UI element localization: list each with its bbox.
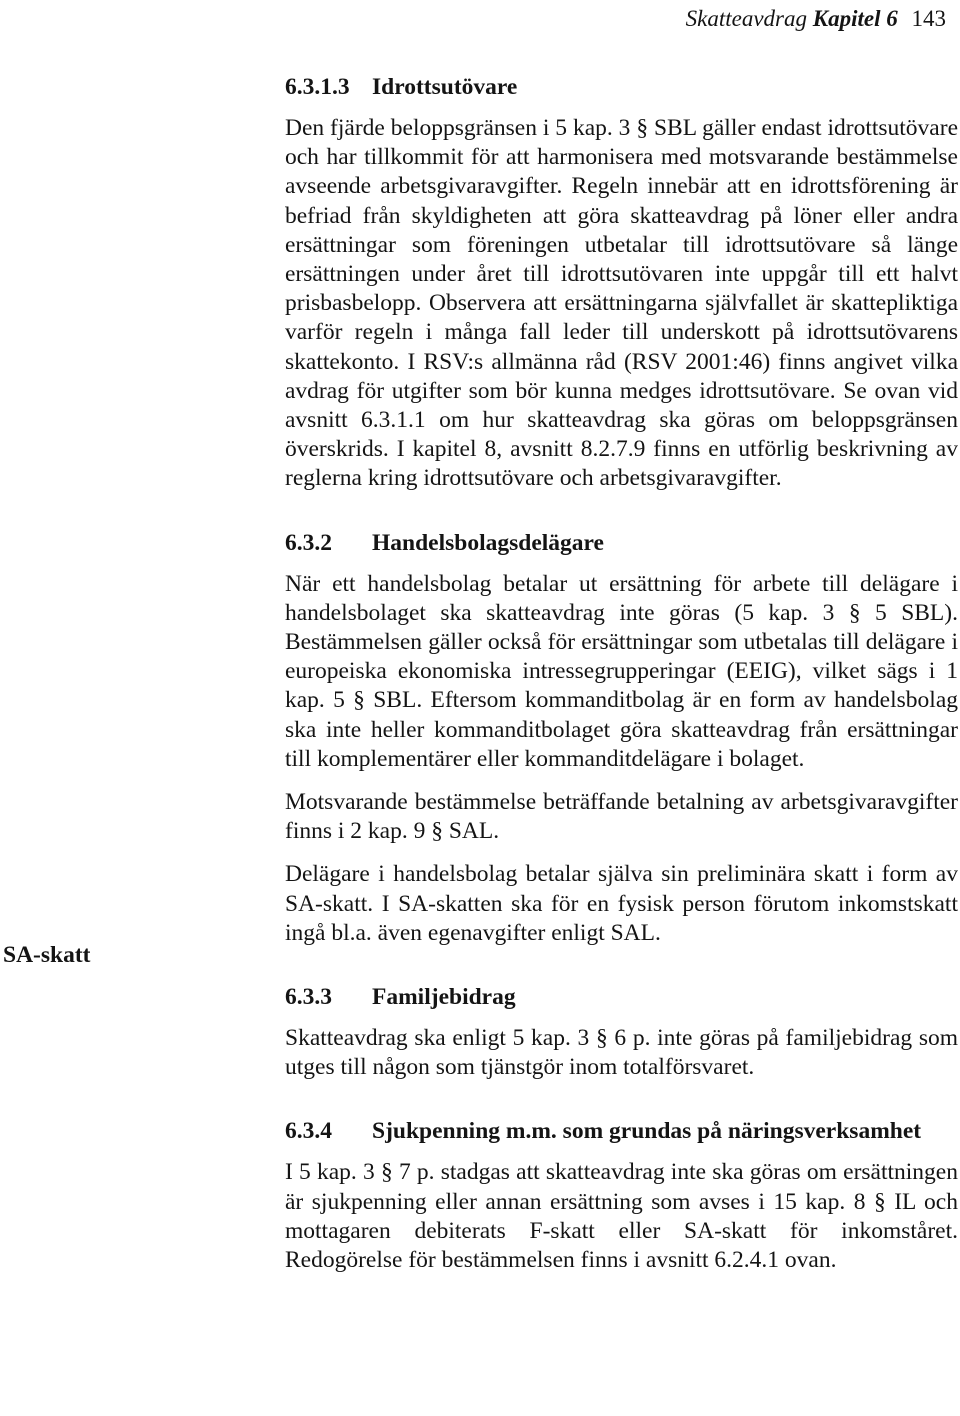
margin-note-sa-skatt: SA-skatt <box>3 942 91 968</box>
paragraph: När ett handelsbolag betalar ut ersättning för arbete till delägare i handelsbolaget ska skatteavdrag inte göras (5 kap. 3 § 5 SBL). Bestämmelsen gäller också för ersättningar som utbetalas till delägare i europeiska ekonomiska intressegrupperingar (EEIG), vilket sägs i 1 kap. 5 § SBL. Eftersom kommanditbolag är en form av handelsbolag ska inte heller kommanditbolaget göra skatteavdrag från ersättningar till komplementärer eller kommanditdelägare i bolaget. <box>285 570 958 772</box>
section-heading-6-3-1-3 <box>285 72 958 102</box>
section-heading-6-3-3 <box>285 982 958 1012</box>
running-header <box>686 4 946 34</box>
paragraph: Motsvarande bestämmelse beträffande betalning av arbetsgivaravgifter finns i 2 kap. 9 § SAL. <box>285 789 958 845</box>
page-number: 143 <box>911 6 946 31</box>
paragraph: Skatteavdrag ska enligt 5 kap. 3 § 6 p. inte göras på familjebidrag som utges till någon som tjänstgör inom totalförsvaret. <box>285 1025 958 1081</box>
section-number: 6.3.3 <box>285 984 332 1011</box>
header-chapter: Kapitel 6 <box>812 6 898 31</box>
section-number: 6.3.2 <box>285 529 332 556</box>
section-heading-6-3-2 <box>285 528 958 558</box>
paragraph: Den fjärde beloppsgränsen i 5 kap. 3 § SBL gäller endast idrottsutövare och har tillkommit för att harmonisera med motsvarande bestämmelse avseende arbetsgivaravgifter. Regeln innebär att en idrottsförening är befriad från skyldigheten att göra skatteavdrag på löner eller andra ersättningar som föreningen utbetalar till idrottsutövare så länge ersättningen under året till idrottsutövaren inte uppgår till ett halvt prisbasbelopp. Observera att ersättningarna självfallet är skattepliktiga varför regeln i många fall leder till underskott på idrottsutövarens skattekonto. I RSV:s allmänna råd (RSV 2001:46) finns angivet vilka avdrag för utgifter som bör kunna medges idrottsutövare. Se ovan vid avsnitt 6.3.1.1 om hur skatteavdrag ska göras om beloppsgränsen överskrids. I kapitel 8, avsnitt 8.2.7.9 finns en utförlig beskrivning av reglerna kring idrottsutövare och arbetsgivaravgifter. <box>285 115 958 492</box>
section-title: Sjukpenning m.m. som grundas på näringsverksamhet <box>372 1118 922 1145</box>
section-number: 6.3.4 <box>285 1118 332 1145</box>
paragraph: I 5 kap. 3 § 7 p. stadgas att skatteavdrag inte ska göras om ersättningen är sjukpenning eller annan ersättning som avses i 15 kap. 8 § IL och mottagaren debiterats F-skatt eller SA-skatt för inkomståret. Redogörelse för bestämmelsen finns i avsnitt 6.2.4.1 ovan. <box>285 1159 958 1274</box>
body-text <box>285 72 958 1275</box>
section-title: Idrottsutövare <box>372 74 518 100</box>
paragraph-sa-skatt: Delägare i handelsbolag betalar själva sin preliminära skatt i form av SA-skatt. I SA-skatten ska för en fysisk person förutom inkomstskatt ingå bl.a. även egenavgifter enligt SAL. <box>285 861 958 946</box>
header-section-title: Skatteavdrag <box>685 6 808 31</box>
section-heading-6-3-4 <box>285 1116 958 1146</box>
section-title: Handelsbolagsdelägare <box>372 529 604 556</box>
section-number: 6.3.1.3 <box>285 74 350 100</box>
section-title: Familjebidrag <box>372 984 516 1011</box>
